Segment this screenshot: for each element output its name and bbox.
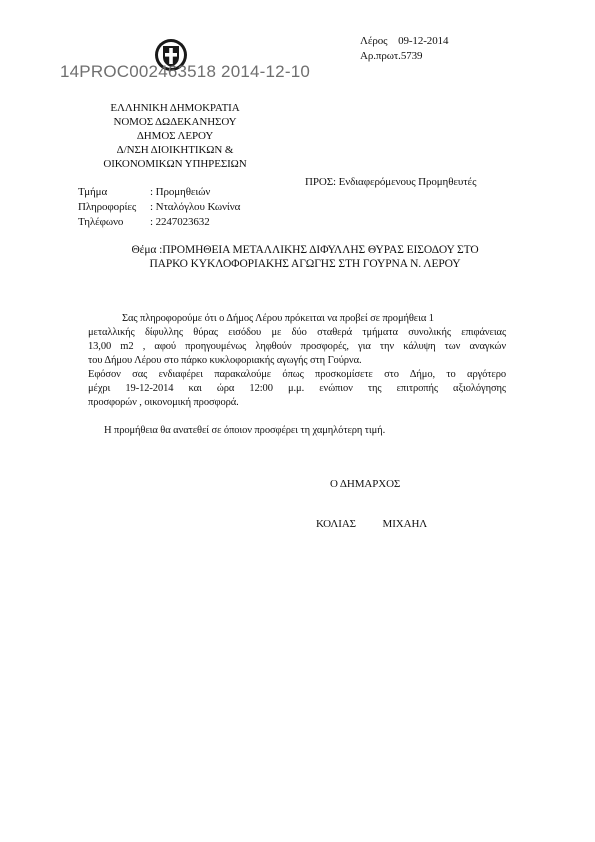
place: Λέρος: [360, 35, 388, 47]
contact-phone: [78, 216, 210, 228]
authority-line-5: ΟΙΚΟΝΟΜΙΚΩΝ ΥΠΗΡΕΣΙΩΝ: [103, 158, 247, 170]
body-p2-line-2: μέχρι 19-12-2014 και ώρα 12:00 μ.μ. ενώπιον της επιτροπής αξιολόγησης: [88, 383, 506, 394]
info-value: : Νταλόγλου Κωνίνα: [150, 201, 241, 213]
dept-label: Τμήμα: [78, 186, 108, 198]
protocol-number: Αρ.πρωτ.5739: [360, 50, 423, 62]
contact-dept: [78, 186, 210, 198]
subject-line-2: ΠΑΡΚΟ ΚΥΚΛΟΦΟΡΙΑΚΗΣ ΑΓΩΓΗΣ ΣΤΗ ΓΟΥΡΝΑ Ν. ΛΕΡΟΥ: [149, 258, 461, 270]
authority-line-3: ΔΗΜΟΣ ΛΕΡΟΥ: [136, 130, 214, 142]
body-p3: Η προμήθεια θα ανατεθεί σε όποιον προσφέρει τη χαμηλότερη τιμή.: [104, 425, 386, 436]
body-p1-line-2: μεταλλικής δίφυλλης θύρας εισόδου με δύο σταθερά τμήματα συνολικής επιφάνειας: [88, 327, 506, 338]
authority-line-1: ΕΛΛΗΝΙΚΗ ΔΗΜΟΚΡΑΤΙΑ: [110, 102, 240, 114]
body-p1-line-4: του Δήμου Λέρου στο πάρκο κυκλοφοριακής αγωγής στη Γούρνα.: [88, 355, 362, 366]
authority-line-2: ΝΟΜΟΣ ΔΩΔΕΚΑΝΗΣΟΥ: [113, 116, 237, 128]
dept-value: : Προμηθειών: [150, 186, 211, 198]
body-p2-line-3: προσφορών , οικονομική προσφορά.: [88, 397, 239, 408]
body-p2-line-1: Εφόσον σας ενδιαφέρει παρακαλούμε όπως προσκομίσετε στο Δήμο, το αργότερο: [88, 369, 506, 380]
authority-line-4: Δ/ΝΣΗ ΔΙΟΙΚΗΤΙΚΩΝ &: [116, 144, 234, 156]
date: 09-12-2014: [398, 35, 449, 47]
signature-title: Ο ΔΗΜΑΡΧΟΣ: [330, 478, 401, 490]
signature-firstname: ΜΙΧΑΗΛ: [382, 518, 428, 530]
body-p1-line-1: Σας πληροφορούμε ότι ο Δήμος Λέρου πρόκειται να προβεί σε προμήθεια 1: [122, 313, 434, 324]
signature-surname: ΚΟΛΙΑΣ: [316, 518, 356, 530]
document-stamp: 14PROC002463518 2014-12-10: [60, 62, 310, 81]
body-p1-line-3: 13,00 m2 , αφού προηγουμένως ληφθούν προσφορές, για την κάλυψη των αναγκών: [88, 341, 506, 352]
info-label: Πληροφορίες: [78, 201, 137, 213]
subject-line-1: Θέμα :ΠΡΟΜΗΘΕΙΑ ΜΕΤΑΛΛΙΚΗΣ ΔΙΦΥΛΛΗΣ ΘΥΡΑΣ ΕΙΣΟΔΟΥ ΣΤΟ: [131, 244, 479, 256]
signature-name: [316, 518, 427, 530]
contact-info: [78, 201, 240, 213]
place-date: [360, 35, 448, 47]
phone-label: Τηλέφωνο: [78, 216, 124, 228]
phone-value: : 2247023632: [150, 216, 210, 228]
recipient: ΠΡΟΣ: Ενδιαφερόμενους Προμηθευτές: [305, 176, 477, 188]
